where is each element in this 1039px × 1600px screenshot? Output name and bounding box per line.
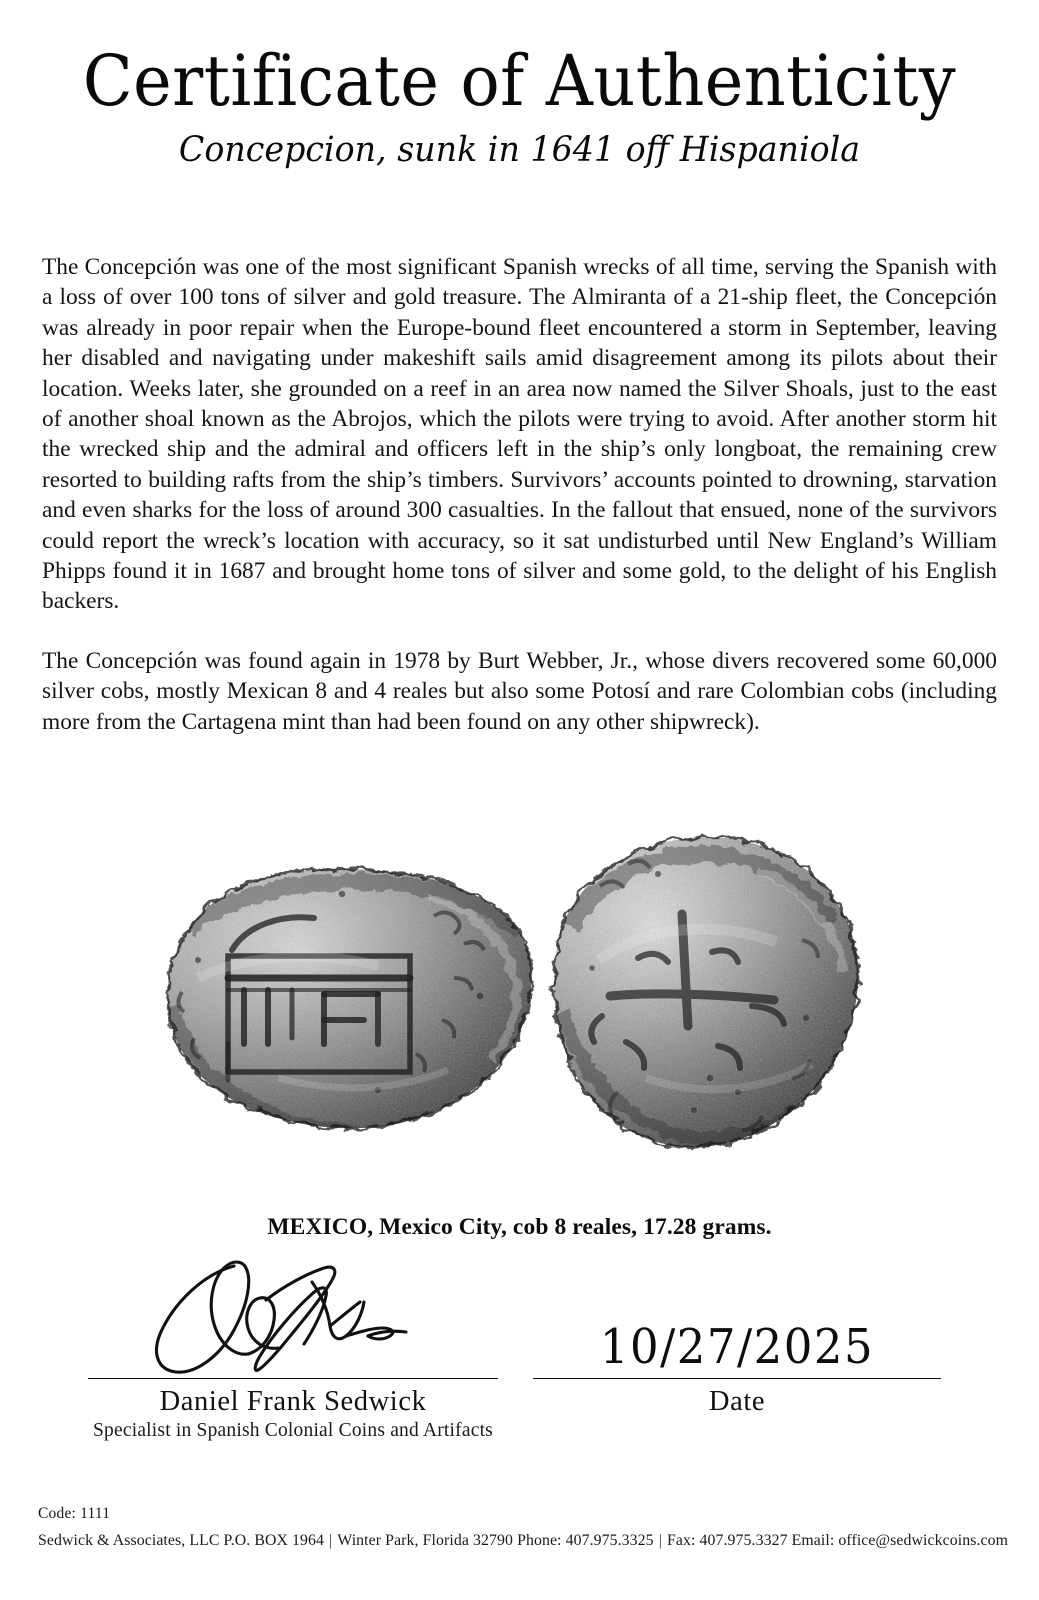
coin-reverse-image: [506, 810, 876, 1170]
footer-contact: Fax: 407.975.3327 Email: office@sedwickcoins.com: [666, 1532, 1009, 1549]
coin-photo-group: [0, 800, 1039, 1190]
footer-code: Code: 1111: [38, 1505, 111, 1522]
footer-separator-1: |: [329, 1532, 333, 1549]
date-column: [533, 1258, 941, 1418]
certificate-footer: [38, 1505, 1008, 1550]
date-value: 10/27/2025: [599, 1319, 875, 1375]
handwritten-signature: [88, 1258, 498, 1376]
footer-company: Sedwick & Associates, LLC P.O. BOX 1964: [38, 1532, 325, 1549]
footer-separator-2: |: [658, 1532, 662, 1549]
coin-obverse-image: [128, 838, 540, 1150]
signature-line: [88, 1378, 498, 1379]
coin-caption: MEXICO, Mexico City, cob 8 reales, 17.28 grams.: [267, 1214, 772, 1240]
signature-date-block: [0, 1258, 1039, 1478]
certificate-body: [42, 252, 997, 737]
footer-address: Winter Park, Florida 32790 Phone: 407.975.3325: [337, 1532, 654, 1549]
signature-column: [88, 1258, 498, 1442]
certificate-header: [0, 40, 1039, 171]
signatory-name: Daniel Frank Sedwick: [159, 1386, 427, 1417]
body-paragraph-1: The Concepción was one of the most significant Spanish wrecks of all time, serving the Spanish with a loss of over 100 tons of silver and gold treasure. The Almiranta of a 21-ship fleet, the Concepción was already in poor repair when the Europe-bound fleet encountered a storm in September, leaving her disabled and navigating under makeshift sails amid disagreement among its pilots about their location. Weeks later, she grounded on a reef in an area now named the Silver Shoals, just to the east of another shoal known as the Abrojos, which the pilots were trying to avoid. After another storm hit the wrecked ship and the admiral and officers left in the ship’s only longboat, the remaining crew resorted to building rafts from the ship’s timbers. Survivors’ accounts pointed to drowning, starvation and even sharks for the loss of around 300 casualties. In the fallout that ensued, none of the survivors could report the wreck’s location with accuracy, so it sat undisturbed until New England’s William Phipps found it in 1687 and brought home tons of silver and some gold, to the delight of his English backers.: [42, 254, 997, 615]
date-label: Date: [708, 1386, 766, 1417]
page-subtitle: Concepcion, sunk in 1641 off Hispaniola: [178, 130, 861, 171]
footer-address-line: [38, 1532, 1008, 1550]
body-paragraph-2: The Concepción was found again in 1978 by Burt Webber, Jr., whose divers recovered some 60,000 silver cobs, mostly Mexican 8 and 4 reales but also some Potosí and rare Colombian cobs (including more from the Cartagena mint than had been found on any other shipwreck).: [42, 647, 997, 735]
signatory-role: Specialist in Spanish Colonial Coins and Artifacts: [93, 1420, 493, 1441]
page-title: Certificate of Authenticity: [82, 40, 957, 122]
